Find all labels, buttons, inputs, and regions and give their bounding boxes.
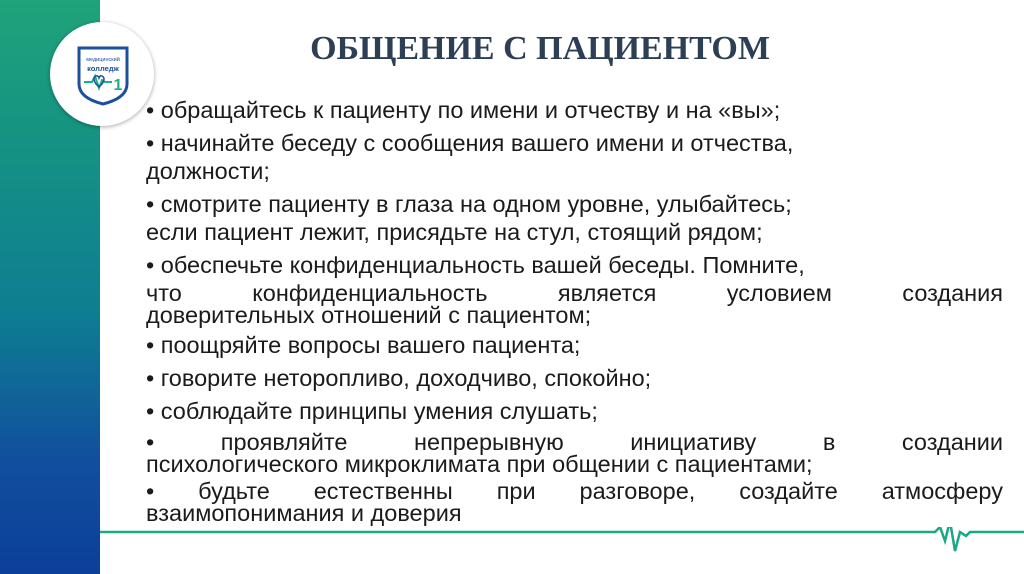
body-line: что конфиденциальность является условием создания — [146, 280, 1003, 306]
heartbeat-line-icon — [100, 527, 1024, 563]
body-line: • обращайтесь к пациенту по имени и отчеству и на «вы»; — [146, 97, 781, 123]
body-line: взаимопонимания и доверия — [146, 500, 462, 526]
logo-text-top: медицинский — [86, 57, 120, 63]
logo-text-main: колледж — [87, 64, 119, 73]
body-line: • обеспечьте конфиденциальность вашей беседы. Помните, — [146, 252, 805, 278]
slide-title: ОБЩЕНИЕ С ПАЦИЕНТОМ — [310, 30, 770, 67]
body-line: • говорите неторопливо, доходчиво, спокойно; — [146, 365, 652, 391]
body-line: • начинайте беседу с сообщения вашего имени и отчества, — [146, 130, 794, 156]
logo-badge — [50, 22, 154, 126]
body-line: если пациент лежит, присядьте на стул, стоящий рядом; — [146, 219, 763, 245]
slide-body — [146, 96, 1003, 524]
body-line: • соблюдайте принципы умения слушать; — [146, 398, 598, 424]
body-line: • поощряйте вопросы вашего пациента; — [146, 332, 581, 358]
body-line: • будьте естественны при разговоре, создайте атмосферу — [146, 478, 1003, 504]
college-logo-icon — [74, 44, 132, 106]
body-line: • проявляйте непрерывную инициативу в создании — [146, 429, 1003, 455]
logo-number: 1 — [113, 77, 123, 94]
body-line: • смотрите пациенту в глаза на одном уровне, улыбайтесь; — [146, 191, 792, 217]
body-line: психологического микроклимата при общении с пациентами; — [146, 451, 813, 477]
body-line: должности; — [146, 158, 270, 184]
body-line: доверительных отношений с пациентом; — [146, 302, 592, 328]
